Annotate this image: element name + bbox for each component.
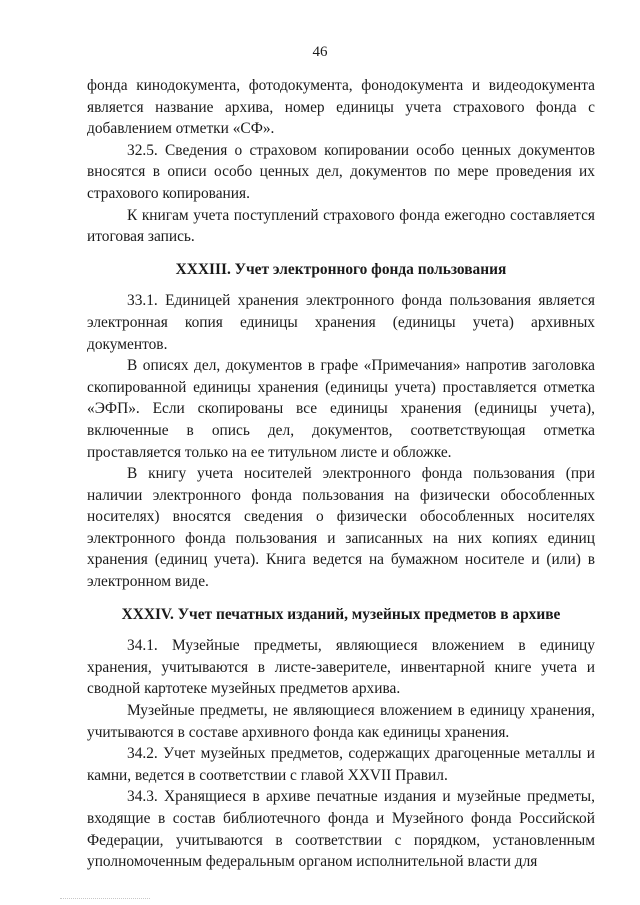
- paragraph: Музейные предметы, не являющиеся вложением в единицу хранения, учитываются в составе архивного фонда как единицы хранения.: [87, 702, 595, 741]
- page-number: 46: [312, 44, 328, 60]
- paragraph: 32.5. Сведения о страховом копировании особо ценных документов вносятся в описи особо ценных дел, документов по мере проведения их страхового копирования.: [87, 141, 595, 202]
- paragraph: В описях дел, документов в графе «Примечания» напротив заголовка скопированной единицы хранения (единицы учета) проставляется отметка «ЭФП». Если скопированы все единицы хранения (единицы учета), включенные в опись дел, документов, соответствующая отметка проставляется только на ее титульном листе и обложке.: [87, 357, 595, 461]
- paragraph: В книгу учета носителей электронного фонда пользования (при наличии электронного фонда пользования на физически обособленных носителях) вносятся сведения о физически обособленных носителях электронного фонда пользования и записанных на них копиях единиц хранения (единиц учета). Книга ведется на бумажном носителе и (или) в электронном виде.: [87, 465, 595, 591]
- paragraph: К книгам учета поступлений страхового фонда ежегодно составляется итоговая запись.: [87, 206, 595, 246]
- section-heading-33: XXXIII. Учет электронного фонда пользования: [175, 260, 507, 278]
- paragraph: 34.1. Музейные предметы, являющиеся вложением в единицу хранения, учитываются в листе-заверителе, инвентарной книге учета и сводной картотеке музейных предметов архива.: [87, 637, 595, 698]
- paragraph: 34.2. Учет музейных предметов, содержащих драгоценные металлы и камни, ведется в соответствии с главой XXVII Правил.: [87, 745, 595, 784]
- paragraph: 34.3. Хранящиеся в архиве печатные издания и музейные предметы, входящие в состав библиотечного фонда и Музейного фонда Российской Федерации, учитываются в соответствии с порядком, установленным уполномоченным федеральным органом исполнительной власти для: [87, 788, 595, 871]
- paragraph: 33.1. Единицей хранения электронного фонда пользования является электронная копия единицы хранения (единицы учета) архивных документов.: [87, 292, 595, 353]
- section-heading-34: XXXIV. Учет печатных изданий, музейных предметов в архиве: [121, 605, 561, 623]
- paragraph: фонда кинодокумента, фотодокумента, фонодокумента и видеодокумента является название архива, номер единицы учета страхового фонда с добавлением отметки «СФ».: [87, 77, 595, 138]
- document-body: [87, 75, 595, 873]
- footer-divider: [60, 898, 150, 899]
